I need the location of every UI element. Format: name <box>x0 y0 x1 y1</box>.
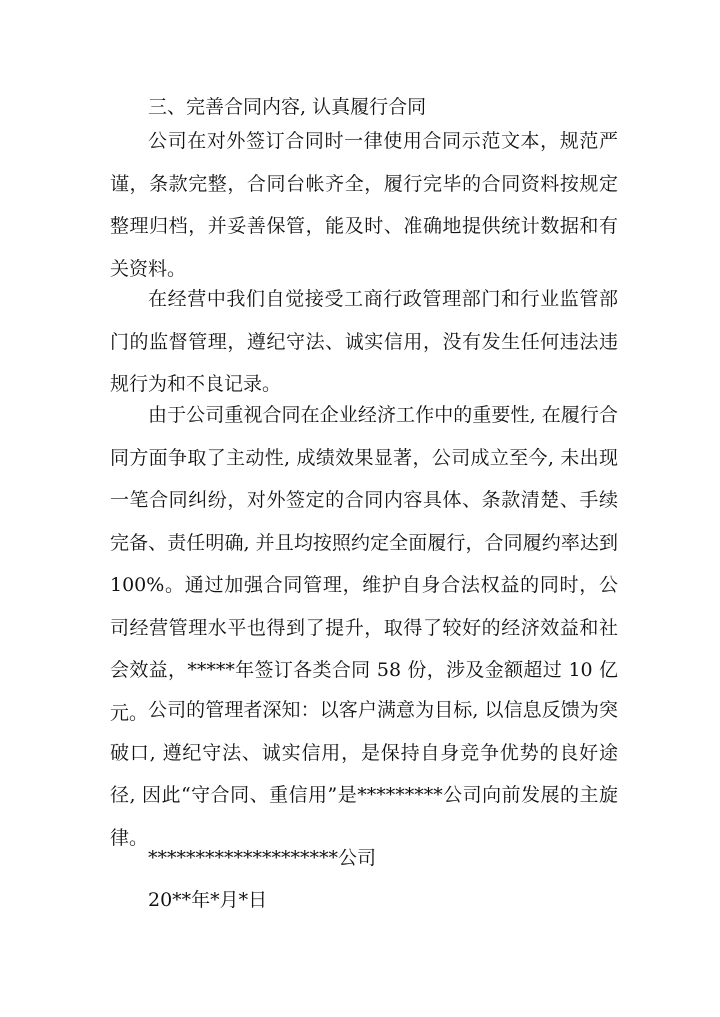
signature-date: 20**年*月*日 <box>148 889 268 911</box>
section-heading: 三、完善合同内容, 认真履行合同 <box>148 96 427 118</box>
paragraph-contract-template: 公司在对外签订合同时一律使用合同示范文本，规范严谨，条款完整，合同台帐齐全，履行完毕的合同资料按规定整理归档，并妥善保管，能及时、准确地提供统计数据和有关资料。 <box>110 130 618 280</box>
paragraph-performance: 由于公司重视合同在企业经济工作中的重要性, 在履行合同方面争取了主动性, 成绩效果显著，公司成立至今, 未出现一笔合同纠纷，对外签定的合同内容具体、条款清楚、手续完备、责任明确, 并且均按照约定全面履行，合同履约率达到 100%。通过加强合同管理，维护自身合法权益的同时，公司经营管理水平也得到了提升，取得了较好的经济效益和社会效益，*****年签订各类合同 58 份，涉及金额超过 10 亿元。 <box>110 404 618 724</box>
paragraph-supervision: 在经营中我们自觉接受工商行政管理部门和行业监管部门的监督管理，遵纪守法、诚实信用，没有发生任何违法违规行为和不良记录。 <box>110 288 618 395</box>
paragraph-management-principle: 公司的管理者深知：以客户满意为目标, 以信息反馈为突破口, 遵纪守法、诚实信用，是保持自身竞争优势的良好途径, 因此“守合同、重信用”是*********公司向前发展的主旋律。 <box>110 699 618 849</box>
signature-company: ********************公司 <box>148 847 377 869</box>
